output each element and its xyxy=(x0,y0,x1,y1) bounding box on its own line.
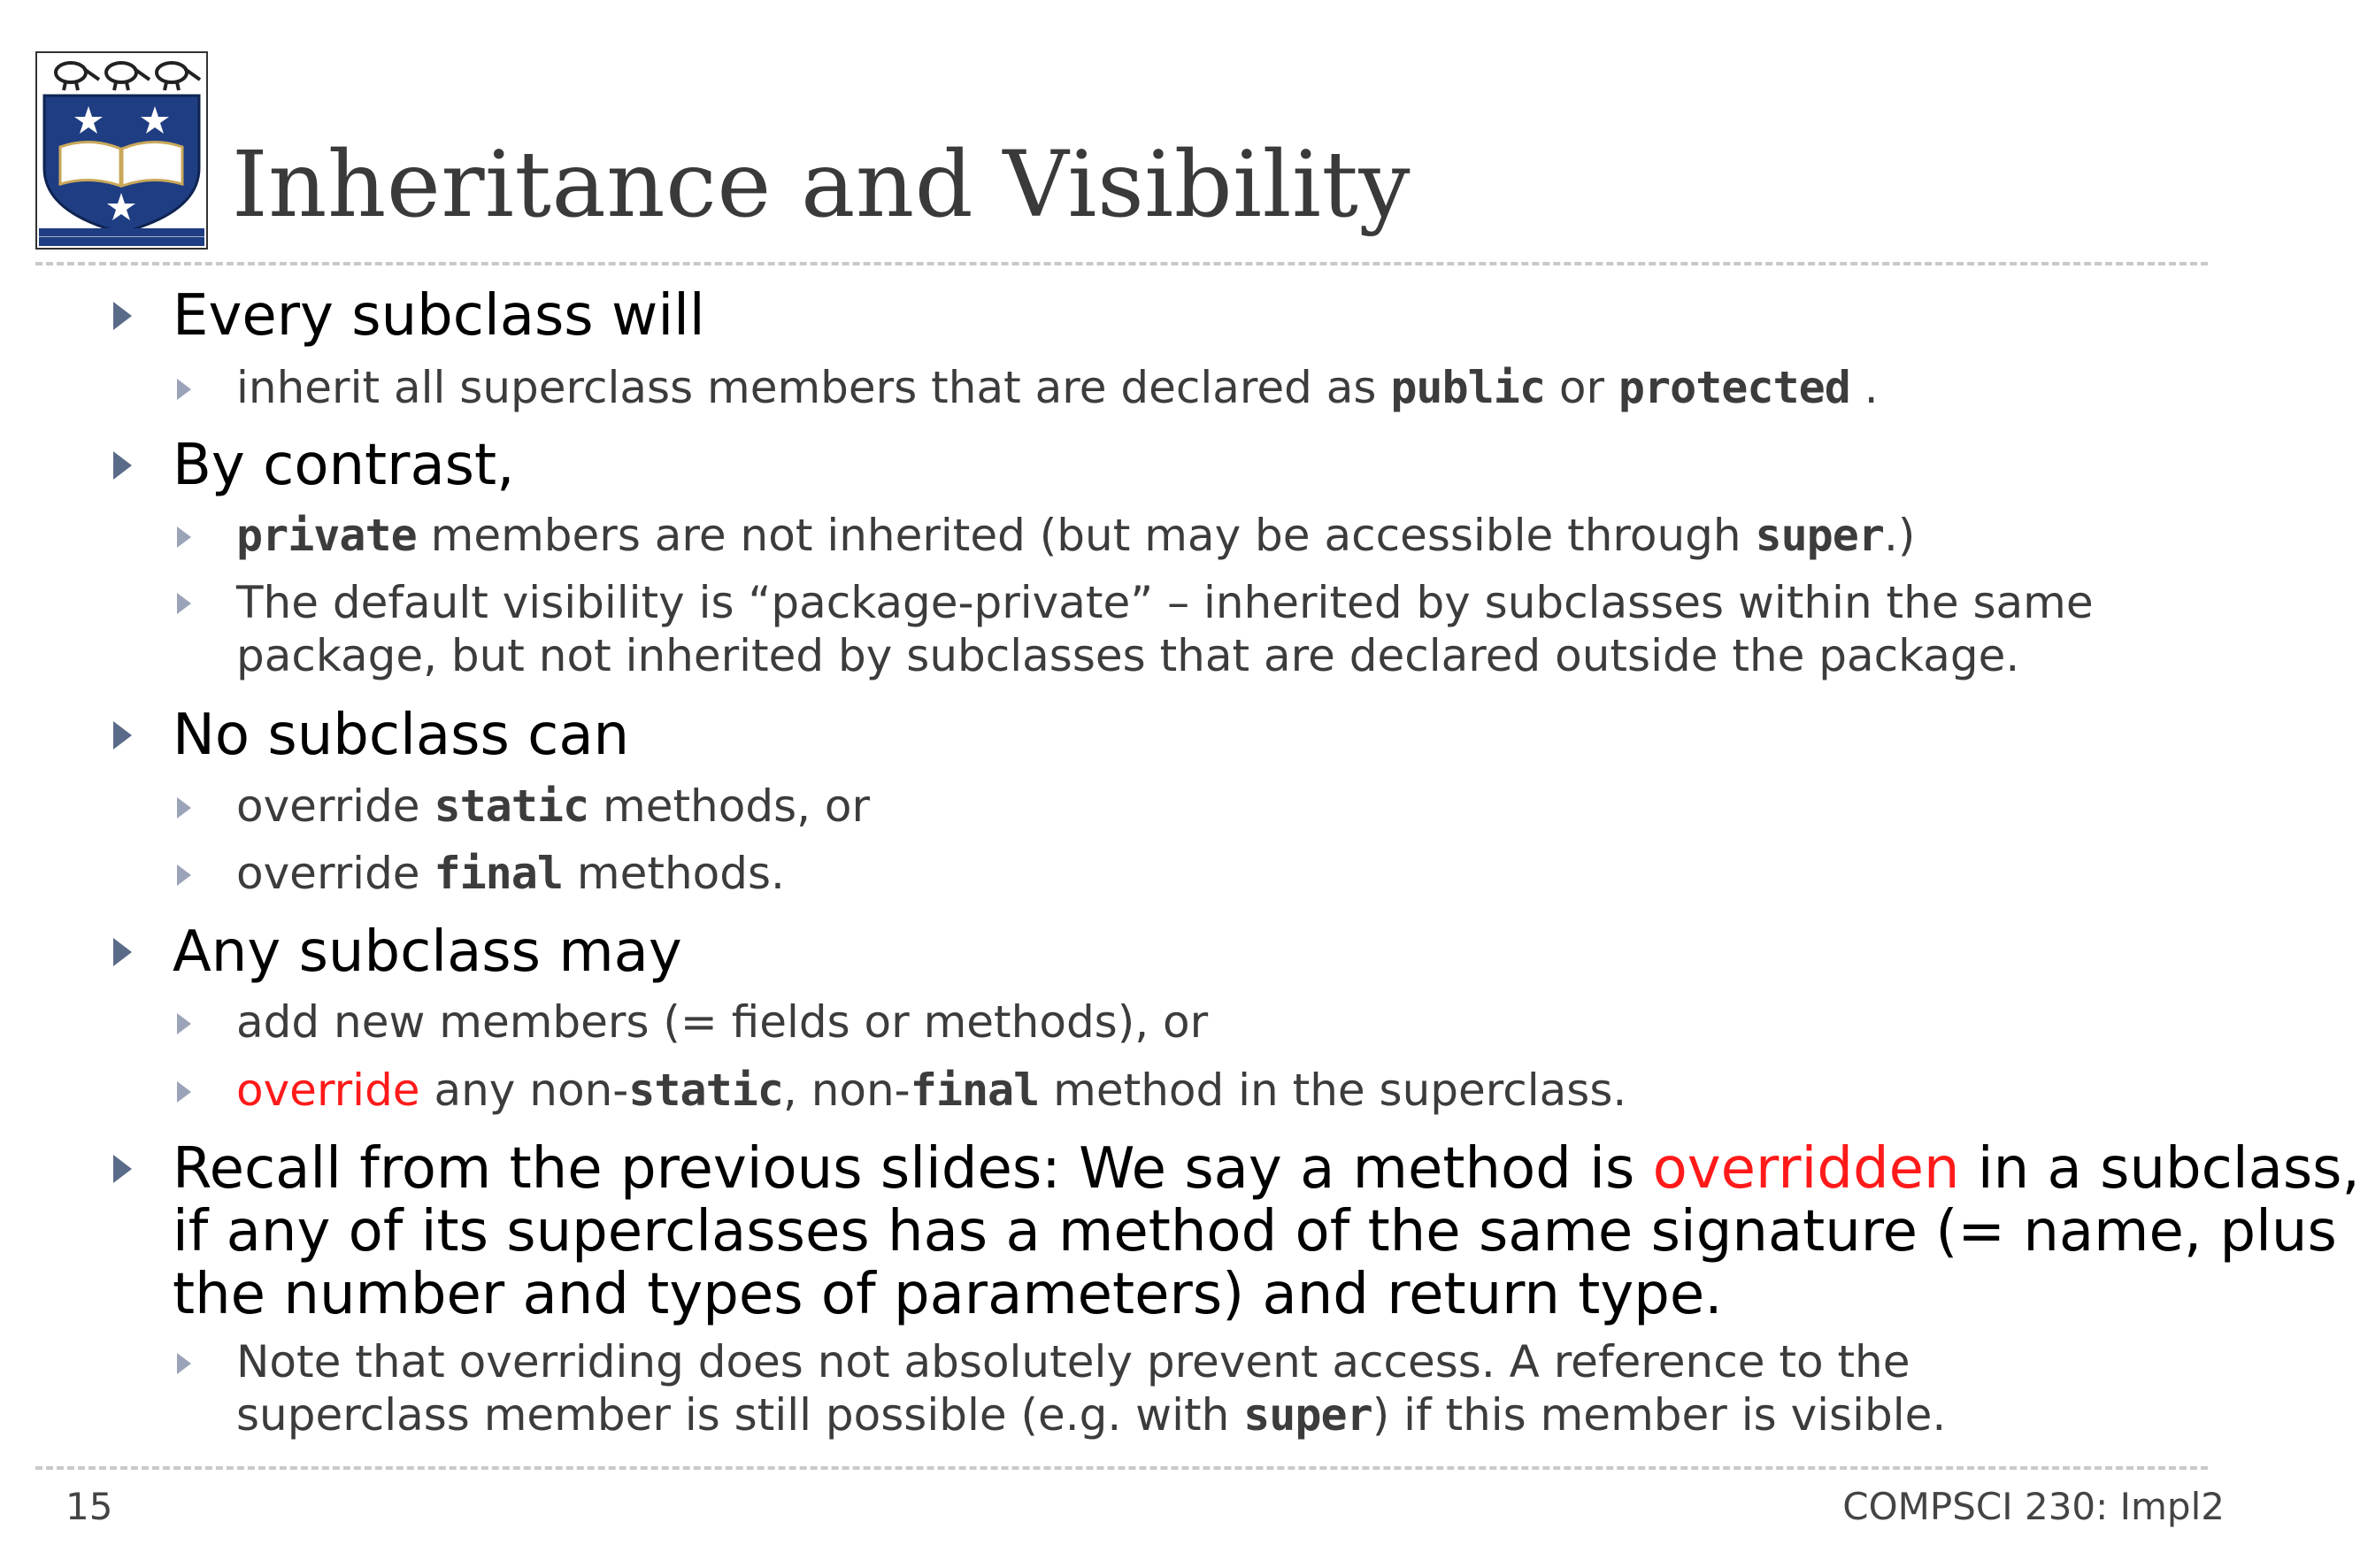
sub-bullet-icon xyxy=(177,797,191,819)
bullet-no-subclass: No subclass can xyxy=(173,703,630,768)
sub-bullet-override-nonstatic: override any non-static, non-final method in the superclass. xyxy=(236,1065,1627,1116)
university-logo xyxy=(35,51,208,250)
bullet-icon xyxy=(113,302,132,330)
sub-bullet-note-line1: Note that overriding does not absolutely prevent access. A reference to the xyxy=(236,1336,1910,1387)
bullet-icon xyxy=(113,451,132,480)
bullet-any-subclass: Any subclass may xyxy=(173,919,682,985)
bullet-recall-line3: the number and types of parameters) and return type. xyxy=(173,1262,1723,1327)
sub-bullet-private: private members are not inherited (but may be accessible through super.) xyxy=(236,510,1916,561)
bottom-divider xyxy=(35,1466,2208,1470)
page-number: 15 xyxy=(65,1485,113,1528)
course-label: COMPSCI 230: Impl2 xyxy=(1842,1485,2225,1528)
top-divider xyxy=(35,262,2208,265)
bullet-icon xyxy=(113,721,132,749)
sub-bullet-icon xyxy=(177,527,191,548)
sub-bullet-icon xyxy=(177,1353,191,1374)
bullet-icon xyxy=(113,938,132,966)
sub-bullet-package-private-line2: package, but not inherited by subclasses that are declared outside the package. xyxy=(236,630,2020,681)
bullet-icon xyxy=(113,1155,132,1183)
sub-bullet-icon xyxy=(177,865,191,886)
sub-bullet-icon xyxy=(177,379,191,400)
sub-bullet-package-private-line1: The default visibility is “package-private” – inherited by subclasses within the same xyxy=(236,577,2094,628)
sub-bullet-override-final: override final methods. xyxy=(236,848,785,899)
sub-bullet-add-members: add new members (= fields or methods), or xyxy=(236,996,1209,1048)
sub-bullet-icon xyxy=(177,1081,191,1103)
bullet-every-subclass: Every subclass will xyxy=(173,283,705,349)
bullet-by-contrast: By contrast, xyxy=(173,433,515,498)
slide-title: Inheritance and Visibility xyxy=(232,132,1411,238)
bullet-recall-line2: if any of its superclasses has a method of the same signature (= name, plus xyxy=(173,1199,2337,1264)
sub-bullet-note-line2: superclass member is still possible (e.g. with super) if this member is visible. xyxy=(236,1389,1947,1441)
sub-bullet-icon xyxy=(177,593,191,614)
bullet-recall-line1: Recall from the previous slides: We say a method is overridden in a subclass, xyxy=(173,1136,2360,1202)
sub-bullet-override-static: override static methods, or xyxy=(236,780,871,832)
sub-bullet-inherit: inherit all superclass members that are declared as public or protected . xyxy=(236,362,1879,413)
sub-bullet-icon xyxy=(177,1013,191,1034)
